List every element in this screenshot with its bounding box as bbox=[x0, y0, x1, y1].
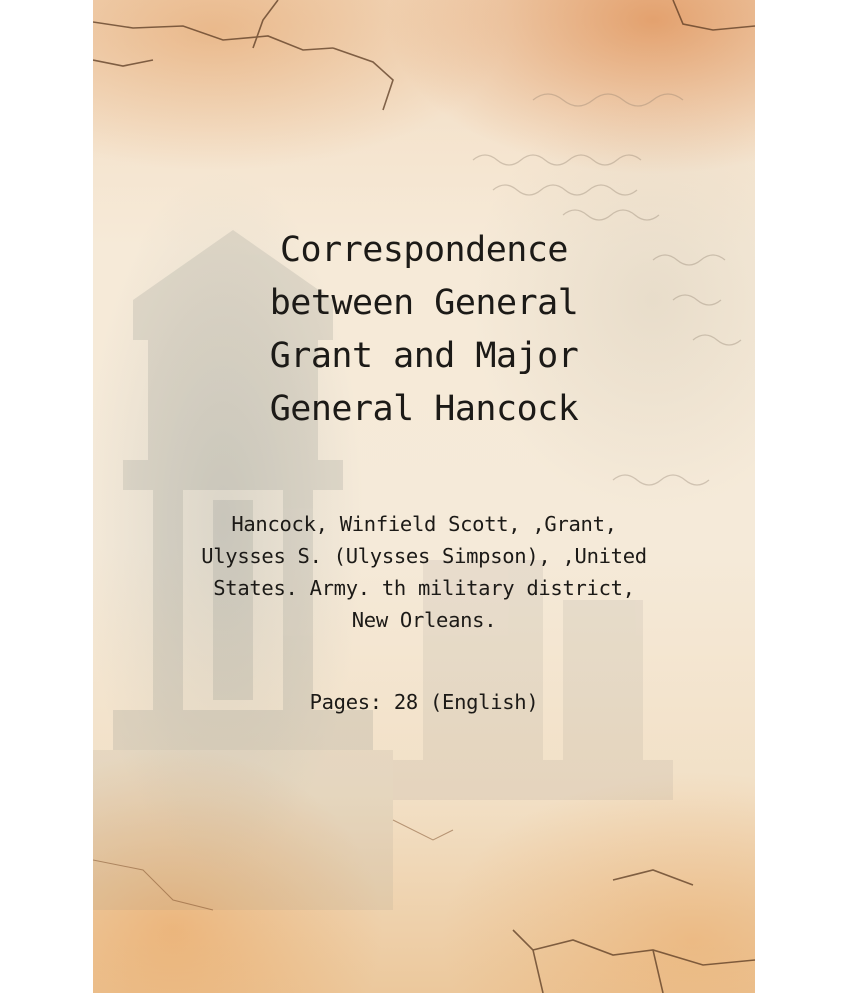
page-count: Pages: 28 (English) bbox=[309, 690, 539, 714]
aged-paper-texture bbox=[93, 0, 755, 993]
author-line: Ulysses S. (Ulysses Simpson), ,United bbox=[201, 544, 647, 568]
title-line: Grant and Major bbox=[269, 336, 579, 376]
author-line: States. Army. th military district, bbox=[213, 576, 635, 600]
book-cover bbox=[93, 0, 755, 993]
book-authors bbox=[93, 508, 755, 636]
title-line: between General bbox=[269, 283, 579, 323]
title-line: Correspondence bbox=[279, 230, 568, 270]
author-line: Hancock, Winfield Scott, ,Grant, bbox=[231, 512, 617, 536]
author-line: New Orleans. bbox=[351, 608, 497, 632]
book-title bbox=[93, 224, 755, 436]
title-line: General Hancock bbox=[269, 389, 579, 429]
